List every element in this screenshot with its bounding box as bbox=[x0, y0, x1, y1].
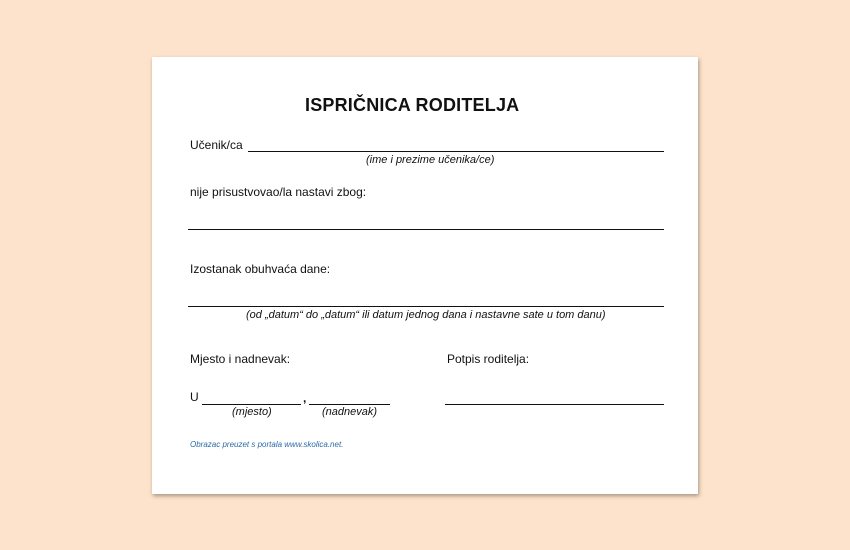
excuse-form-sheet bbox=[152, 57, 698, 494]
place-date-comma: , bbox=[303, 391, 307, 405]
place-prefix: U bbox=[190, 390, 199, 404]
place-date-label: Mjesto i nadnevak: bbox=[190, 352, 291, 366]
place-line[interactable] bbox=[202, 404, 301, 405]
days-label: Izostanak obuhvaća dane: bbox=[190, 262, 331, 276]
signature-label: Potpis roditelja: bbox=[447, 352, 530, 366]
days-line[interactable] bbox=[188, 306, 664, 307]
student-name-line[interactable] bbox=[248, 151, 664, 152]
signature-line[interactable] bbox=[445, 404, 664, 405]
days-hint: (od „datum“ do „datum“ ili datum jednog dana i nastavne sate u tom danu) bbox=[246, 309, 606, 321]
source-note: Obrazac preuzet s portala www.skolica.net. bbox=[190, 440, 344, 449]
absence-reason-label: nije prisustvovao/la nastavi zbog: bbox=[190, 185, 367, 199]
student-name-hint: (ime i prezime učenika/ce) bbox=[366, 154, 495, 166]
place-hint: (mjesto) bbox=[232, 406, 272, 418]
absence-reason-line[interactable] bbox=[188, 229, 664, 230]
date-line[interactable] bbox=[309, 404, 390, 405]
date-hint: (nadnevak) bbox=[322, 406, 378, 418]
form-title: ISPRIČNICA RODITELJA bbox=[305, 95, 520, 115]
student-label: Učenik/ca bbox=[190, 138, 243, 152]
